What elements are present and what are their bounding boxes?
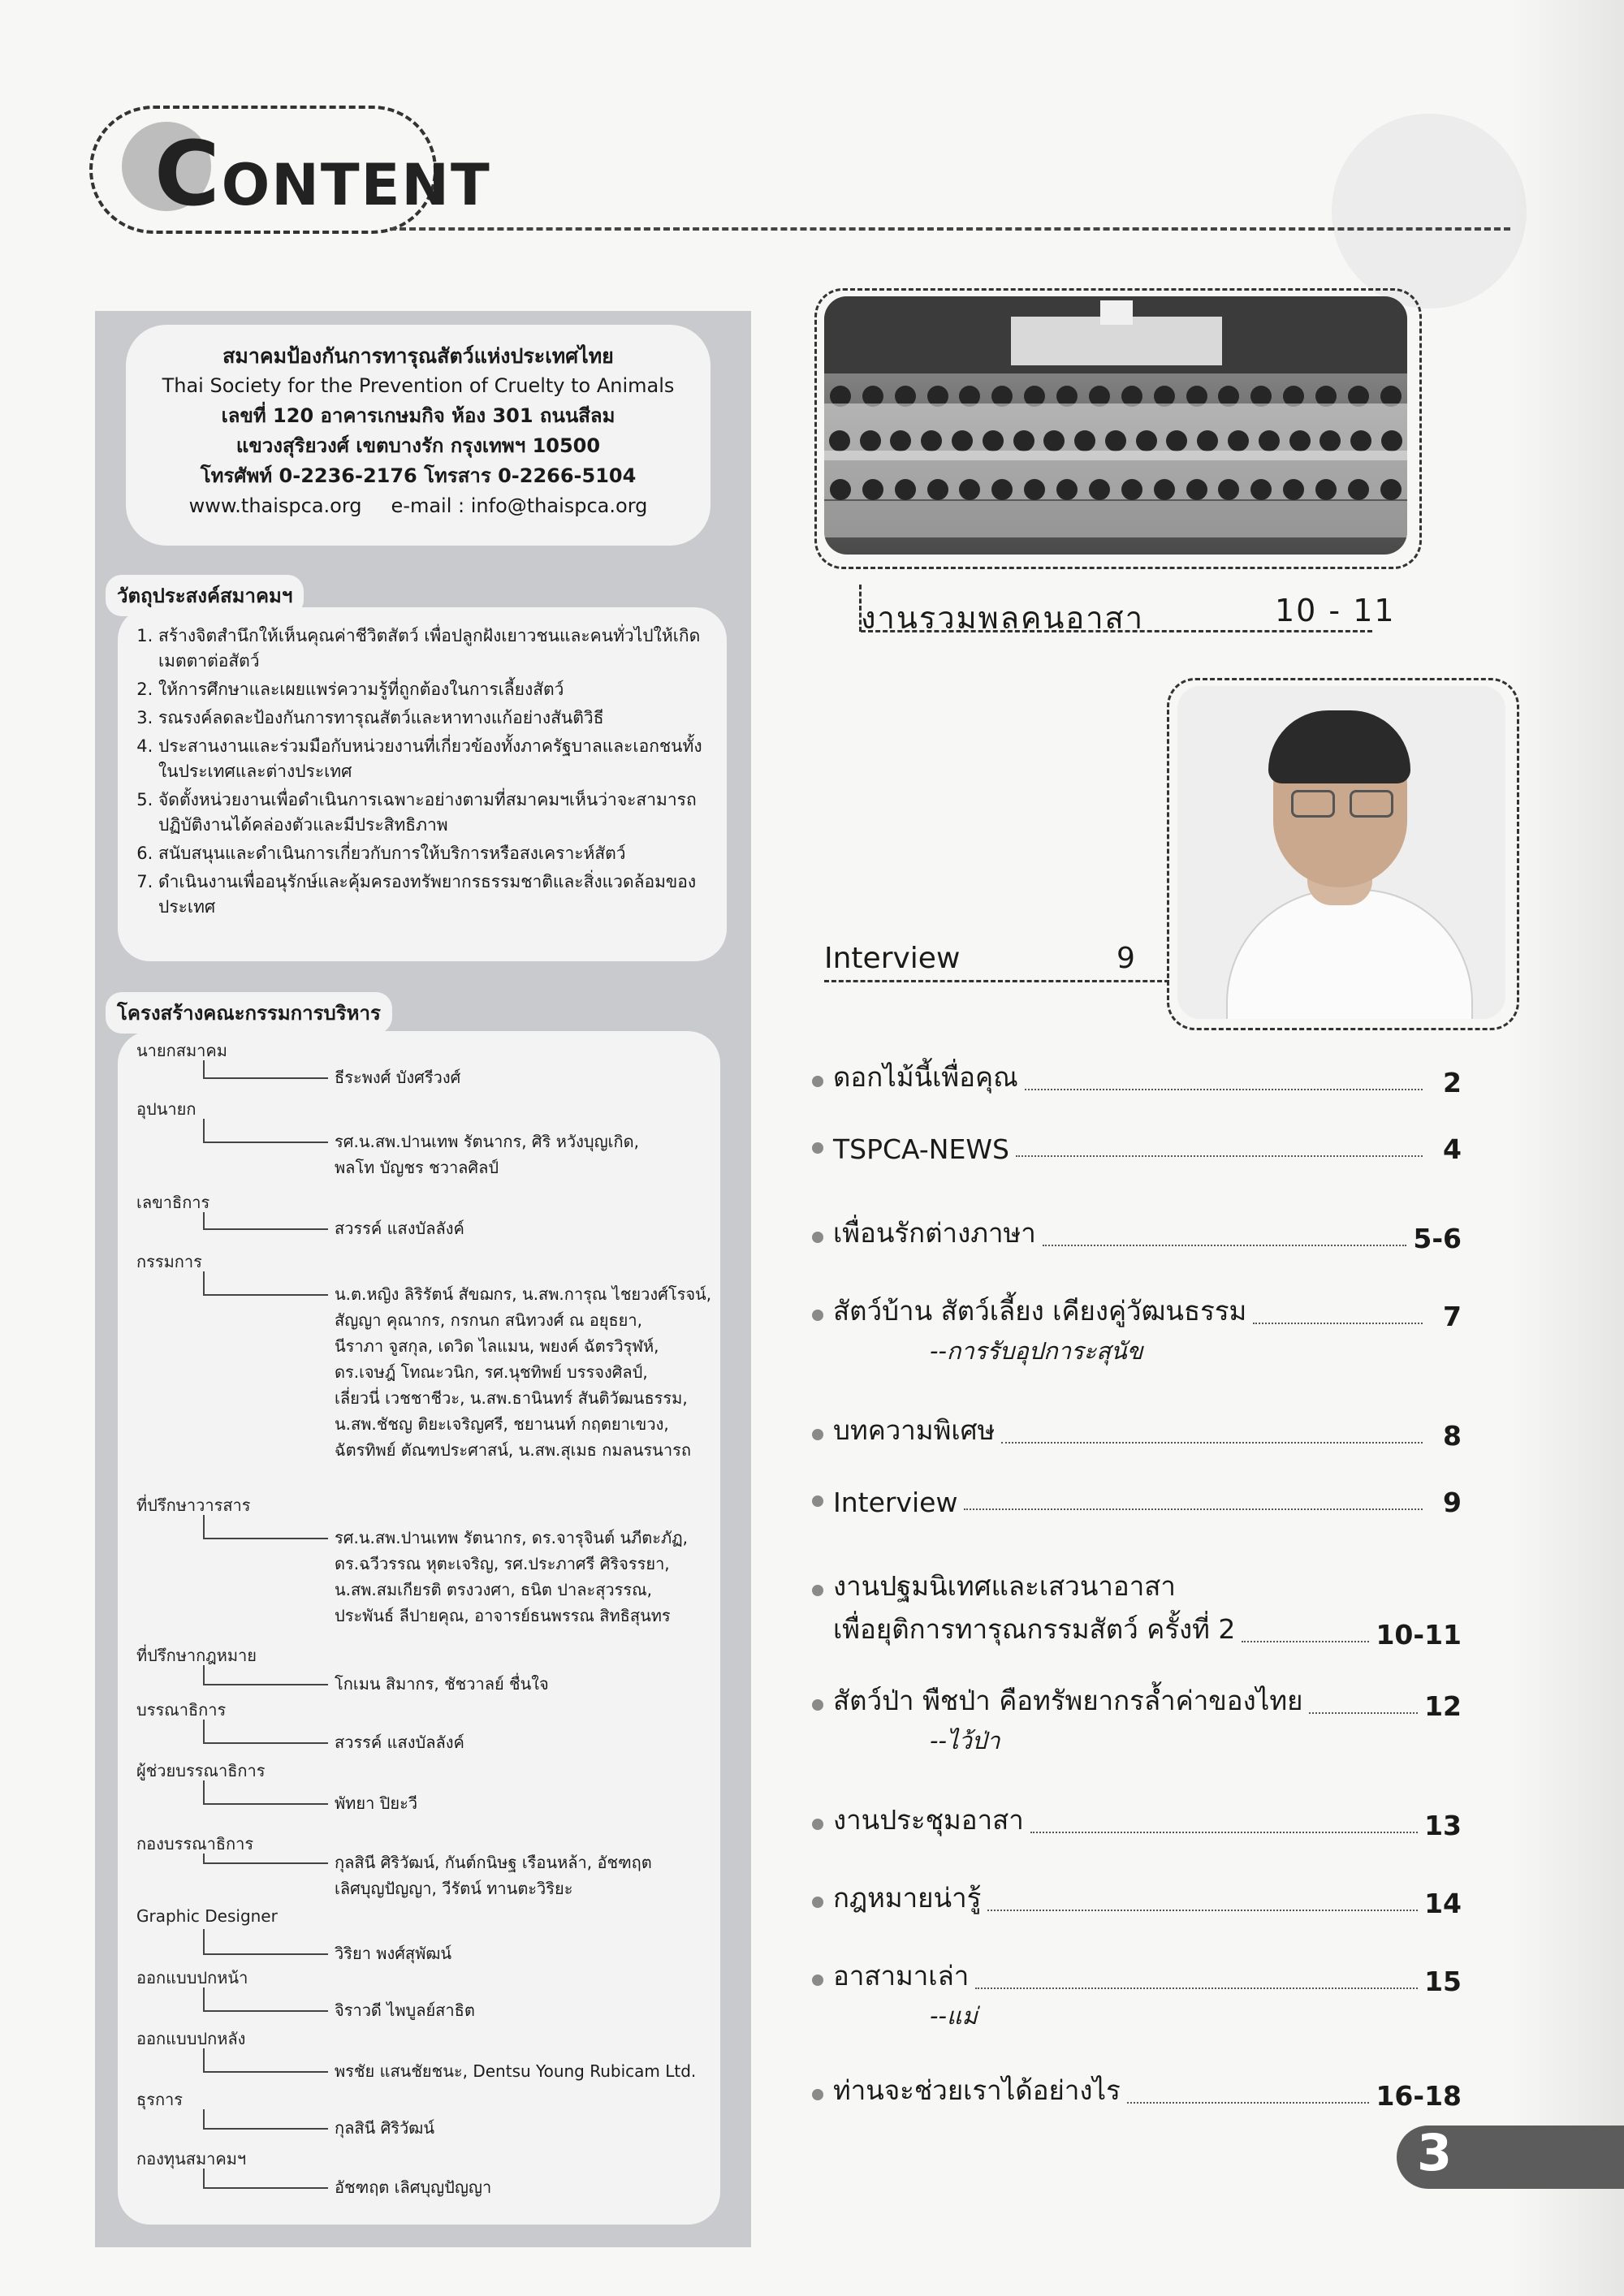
board-role: Graphic Designer — [136, 1906, 278, 1926]
toc-page: 12 — [1424, 1690, 1462, 1722]
toc-subtitle: --แม่ — [930, 2002, 978, 2030]
bullet-icon — [812, 1897, 823, 1908]
objectives-box — [118, 607, 727, 961]
board-name-line: เลิศบุญปัญญา, วีรัตน์ ทานตะวิริยะ — [335, 1879, 573, 1898]
toc-leader — [1001, 1442, 1423, 1444]
toc-title: งานปฐมนิเทศและเสวนาอาสา — [833, 1570, 1176, 1602]
board-name-line: อัชฑฤต เลิศบุญปัญญา — [335, 2177, 492, 2197]
board-connector — [203, 1060, 328, 1079]
decorative-circle — [1332, 114, 1527, 309]
board-connector — [203, 2169, 328, 2189]
toc-leader — [1253, 1323, 1423, 1324]
toc-line — [812, 1679, 1462, 1722]
board-names — [335, 1790, 417, 1816]
objective-item: 5. จัดตั้งหน่วยงานเพื่อดำเนินการเฉพาะอย่างตามที่สมาคมฯเห็นว่าจะสามารถปฏิบัติงานได้คล่องตัวและมีประสิทธิภาพ — [158, 788, 710, 838]
board-connector — [203, 1212, 328, 1230]
toc-leader — [975, 1987, 1418, 1989]
toc-line — [812, 1564, 1462, 1608]
toc-entry[interactable] — [812, 1289, 1462, 1370]
caption-1-dashed-line — [861, 630, 1372, 632]
bullet-icon — [812, 1142, 823, 1154]
contact-line — [126, 491, 710, 521]
toc-page: 2 — [1443, 1067, 1462, 1098]
address-box — [126, 325, 710, 546]
board-name-line: จิราวดี ไพบูลย์สาธิต — [335, 2000, 475, 2020]
bullet-icon — [812, 1819, 823, 1830]
toc-entry[interactable] — [812, 1876, 1462, 1919]
toc-leader — [1030, 1832, 1418, 1833]
toc-entry[interactable] — [812, 1487, 1462, 1518]
bullet-icon — [812, 1585, 823, 1596]
board-role: ออกแบบปกหน้า — [136, 1968, 248, 1987]
board-name-line: ธีระพงศ์ บังศรีวงศ์ — [335, 1068, 461, 1087]
toc-line — [812, 1409, 1462, 1452]
board-name-line: ดร.เจษฎ์ โทณะวนิก, รศ.นุชทิพย์ บรรจงศิลป์, — [335, 1362, 648, 1382]
board-role: ที่ปรึกษากฎหมาย — [136, 1646, 257, 1665]
objectives-heading: วัตถุประสงค์สมาคมฯ — [106, 575, 304, 616]
toc-page: 8 — [1443, 1420, 1462, 1452]
portrait-photo — [1177, 686, 1505, 1019]
board-name-line: ประพันธ์ ลีปายคุณ, อาจารย์ธนพรรณ สิทธิสุนทร — [335, 1606, 671, 1625]
toc-title: สัตว์ป่า พืชป่า คือทรัพยากรล้ำค่าของไทย — [833, 1685, 1303, 1716]
toc-page: 7 — [1443, 1301, 1462, 1332]
bullet-icon — [812, 1699, 823, 1711]
board-role: กองทุนสมาคมฯ — [136, 2149, 247, 2169]
objectives-list — [138, 624, 710, 920]
board-connector — [203, 1780, 328, 1805]
board-connector — [203, 2048, 328, 2073]
bullet-icon — [812, 1310, 823, 1321]
board-connector — [203, 1515, 328, 1539]
board-name-line: พลโท บัญชร ชวาลศิลป์ — [335, 1158, 499, 1177]
toc-entry[interactable] — [812, 1564, 1462, 1651]
toc-page: 15 — [1424, 1966, 1462, 1997]
objective-item: 6. สนับสนุนและดำเนินการเกี่ยวกับการให้บริการหรือสงเคราะห์สัตว์ — [158, 841, 710, 866]
board-name-line: พรชัย แสนชัยชนะ, Dentsu Young Rubicam Ltd. — [335, 2061, 697, 2081]
board-role: อุปนายก — [136, 1099, 197, 1119]
board-name-line: สวรรค์ แสงบัลลังค์ — [335, 1219, 464, 1238]
board-role: กองบรรณาธิการ — [136, 1834, 254, 1854]
photo-caption-1: งานรวมพลคนอาสา 10 - 11 — [861, 593, 1396, 636]
toc-title: Interview — [833, 1487, 958, 1518]
board-connector — [203, 1987, 328, 2012]
board-name-line: เลี่ยวนี่ เวชชาชีวะ, น.สพ.ธานินทร์ สันติวัฒนธรรม, — [335, 1388, 688, 1408]
board-name-line: กุลสินี ศิริวัฒน์, กันต์กนิษฐ เรือนหล้า, อัชฑฤต — [335, 1853, 652, 1872]
board-names — [335, 2174, 491, 2200]
society-name-thai: สมาคมป้องกันการทารุณสัตว์แห่งประเทศไทย — [222, 344, 614, 368]
board-names — [335, 2058, 696, 2084]
toc-line — [812, 1798, 1462, 1841]
toc-entry[interactable] — [812, 1211, 1462, 1254]
board-connector — [203, 1665, 328, 1685]
board-name-line: วิริยา พงศ์สุพัฒน์ — [335, 1944, 452, 1963]
board-name-line: กุลสินี ศิริวัฒน์ — [335, 2118, 435, 2138]
header-dashed-line — [390, 227, 1510, 231]
toc-page: 16-18 — [1376, 2080, 1462, 2112]
board-name-line: รศ.น.สพ.ปานเทพ รัตนากร, ศิริ หวังบุญเกิด, — [335, 1132, 639, 1151]
bullet-icon — [812, 1974, 823, 1986]
board-connector — [203, 1271, 328, 1296]
toc-title: งานประชุมอาสา — [833, 1804, 1024, 1836]
toc-title: อาสามาเล่า — [833, 1960, 970, 1992]
toc-subtitle: --ไว้ป่า — [930, 1727, 1000, 1754]
group-photo — [824, 296, 1407, 555]
board-names — [335, 2115, 434, 2141]
society-name-english: Thai Society for the Prevention of Cruelty to Animals — [162, 374, 675, 397]
toc-leader — [964, 1508, 1423, 1510]
board-role: ผู้ช่วยบรรณาธิการ — [136, 1761, 266, 1780]
board-connector — [203, 1720, 328, 1744]
board-name-line: ดร.ฉวีวรรณ หุตะเจริญ, รศ.ประภาศรี ศิริจรรยา, — [335, 1554, 670, 1573]
toc-title: ท่านจะช่วยเราได้อย่างไร — [833, 2074, 1121, 2106]
toc-title: TSPCA-NEWS — [833, 1133, 1009, 1165]
address-line-2: แขวงสุริยวงศ์ เขตบางรัก กรุงเทพฯ 10500 — [235, 434, 601, 457]
page-number: 3 — [1417, 2123, 1453, 2182]
toc-leader — [1043, 1245, 1407, 1246]
website[interactable]: www.thaispca.org — [188, 494, 362, 517]
toc-line — [812, 1211, 1462, 1254]
board-heading: โครงสร้างคณะกรรมการบริหาร — [106, 992, 392, 1034]
board-connector — [203, 1929, 328, 1955]
board-name-line: น.สพ.ชัชญ ติยะเจริญศรี, ชยานนท์ กฤตยาเขวง, — [335, 1414, 669, 1434]
toc-page: 10-11 — [1376, 1619, 1462, 1651]
toc-line — [812, 2069, 1462, 2112]
board-names — [335, 1129, 639, 1180]
board-names — [335, 1064, 460, 1090]
phone-fax: โทรศัพท์ 0-2236-2176 โทรสาร 0-2266-5104 — [200, 464, 637, 487]
board-names — [335, 1281, 711, 1463]
toc-leader — [1309, 1712, 1418, 1714]
toc-leader — [987, 1910, 1418, 1911]
objective-item: 7. ดำเนินงานเพื่ออนุรักษ์และคุ้มครองทรัพยากรธรรมชาติและสิ่งแวดล้อมของประเทศ — [158, 870, 710, 920]
board-names — [335, 1940, 451, 1966]
board-connector — [203, 1119, 328, 1143]
board-name-line: รศ.น.สพ.ปานเทพ รัตนากร, ดร.จารุจินต์ นภีตะภัฏ, — [335, 1528, 688, 1547]
toc-entry[interactable] — [812, 1055, 1462, 1098]
board-name-line: พัทยา ปิยะวี — [335, 1793, 418, 1813]
board-names — [335, 1849, 652, 1901]
board-name-line: โกเมน สิมากร, ชัชวาลย์ ชื่นใจ — [335, 1674, 549, 1694]
toc-title: สัตว์บ้าน สัตว์เลี้ยง เคียงคู่วัฒนธรรม — [833, 1295, 1247, 1327]
toc-page: 14 — [1424, 1888, 1462, 1919]
email[interactable]: e-mail : info@thaispca.org — [391, 494, 648, 517]
toc-line — [812, 1055, 1462, 1098]
board-name-line: นีราภา จูสกุล, เดวิด ไลแมน, พยงค์ ฉัตรวิรุฬห์, — [335, 1336, 659, 1356]
board-role: บรรณาธิการ — [136, 1700, 227, 1720]
page-edge-shade — [1510, 0, 1624, 2296]
toc-entry[interactable] — [812, 1798, 1462, 1841]
toc-entry[interactable] — [812, 1954, 1462, 2035]
board-names — [335, 1729, 464, 1755]
toc-entry[interactable] — [812, 1679, 1462, 1759]
toc-title: บทความพิเศษ — [833, 1414, 996, 1446]
toc-line — [812, 1289, 1462, 1332]
board-names — [335, 1671, 549, 1697]
toc-leader — [1025, 1089, 1423, 1090]
toc-subtitle: --การรับอุปการะสุนัข — [930, 1337, 1143, 1365]
toc-page: 13 — [1424, 1810, 1462, 1841]
toc-line — [812, 1954, 1462, 1997]
toc-entry[interactable] — [812, 2069, 1462, 2112]
toc-leader — [1127, 2102, 1370, 2104]
board-role: ธุรการ — [136, 2090, 184, 2109]
objective-item: 1. สร้างจิตสำนึกให้เห็นคุณค่าชีวิตสัตว์ เพื่อปลูกฝังเยาวชนและคนทั่วไปให้เกิดเมตตาต่อสัตว์ — [158, 624, 710, 674]
caption-2-dashed-line — [824, 980, 1169, 982]
toc-leader — [1242, 1641, 1369, 1642]
toc-title-cont: เพื่อยุติการทารุณกรรมสัตว์ ครั้งที่ 2 — [833, 1613, 1236, 1645]
toc-line — [812, 1133, 1462, 1165]
objective-item: 3. รณรงค์ลดละป้องกันการทารุณสัตว์และหาทางแก้อย่างสันติวิธี — [158, 706, 710, 731]
board-name-line: น.สพ.สมเกียรติ ตรงวงศา, ธนิต ปาละสุวรรณ, — [335, 1580, 653, 1599]
board-role: เลขาธิการ — [136, 1193, 210, 1212]
toc-title: เพื่อนรักต่างภาษา — [833, 1217, 1036, 1249]
toc-line — [812, 1876, 1462, 1919]
toc-entry[interactable] — [812, 1409, 1462, 1452]
objective-item: 4. ประสานงานและร่วมมือกับหน่วยงานที่เกี่ยวข้องทั้งภาครัฐบาลและเอกชนทั้งในประเทศและต่างประเทศ — [158, 734, 710, 784]
toc-page: 4 — [1443, 1133, 1462, 1165]
bullet-icon — [812, 1495, 823, 1507]
board-name-line: สัญญา คุณากร, กรกนก สนิทวงศ์ ณ อยุธยา, — [335, 1310, 642, 1330]
address-line-1: เลขที่ 120 อาคารเกษมกิจ ห้อง 301 ถนนสีลม — [221, 404, 615, 427]
board-role: ที่ปรึกษาวารสาร — [136, 1495, 251, 1515]
objective-item: 2. ให้การศึกษาและเผยแพร่ความรู้ที่ถูกต้องในการเลี้ยงสัตว์ — [158, 677, 710, 702]
toc-line — [812, 1487, 1462, 1518]
board-name-line: สวรรค์ แสงบัลลังค์ — [335, 1733, 464, 1752]
toc-page: 5-6 — [1413, 1223, 1462, 1254]
page-title: CONTENT — [154, 122, 491, 226]
toc-title: ดอกไม้นี้เพื่อคุณ — [833, 1061, 1018, 1093]
board-role: กรรมการ — [136, 1252, 202, 1271]
board-role: ออกแบบปกหลัง — [136, 2029, 246, 2048]
bullet-icon — [812, 1232, 823, 1243]
board-connector — [203, 1854, 328, 1864]
toc-title: กฎหมายน่ารู้ — [833, 1882, 982, 1914]
bullet-icon — [812, 2089, 823, 2100]
board-name-line: ฉัตรทิพย์ ตัณฑประศาสน์, น.สพ.สุเมธ กมลนรนารถ — [335, 1440, 691, 1460]
toc-line — [812, 1608, 1462, 1651]
board-names — [335, 1215, 464, 1241]
photo-caption-2: Interview 9 — [824, 942, 1135, 975]
board-connector — [203, 2109, 328, 2130]
board-names — [335, 1525, 688, 1629]
toc-page: 9 — [1443, 1487, 1462, 1518]
toc-leader — [1016, 1155, 1423, 1157]
bullet-icon — [812, 1076, 823, 1087]
board-role: นายกสมาคม — [136, 1041, 227, 1060]
board-names — [335, 1997, 475, 2023]
toc-entry[interactable] — [812, 1133, 1462, 1165]
bullet-icon — [812, 1429, 823, 1440]
board-name-line: น.ต.หญิง ลิริรัตน์ สัขฌกร, น.สพ.การุณ ไชยวงศ์โรจน์, — [335, 1284, 712, 1304]
